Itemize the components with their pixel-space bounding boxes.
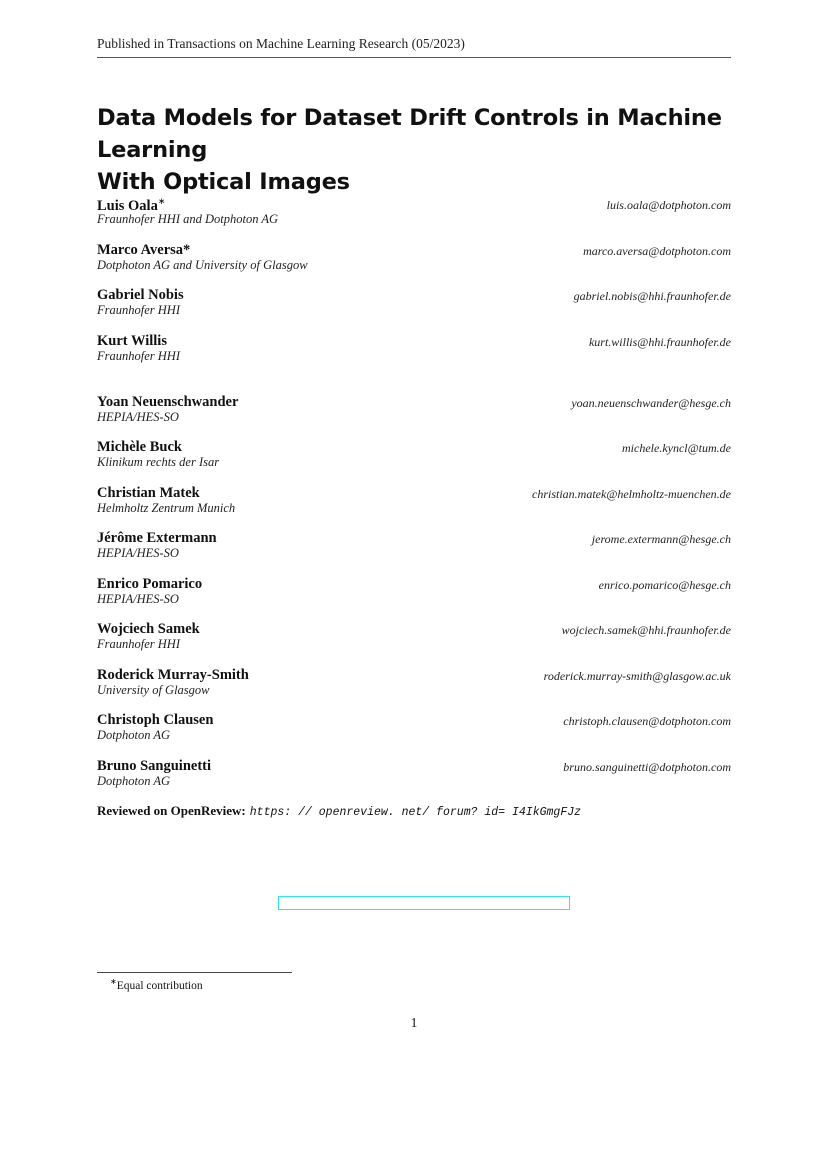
author-email[interactable]: bruno.sanguinetti@dotphoton.com [563, 760, 731, 774]
openreview-link[interactable]: https: // openreview. net/ forum? id= I4IkGmgFJz [249, 806, 582, 819]
footnote-rule [97, 972, 292, 973]
author-block [97, 439, 731, 473]
author-affiliation: HEPIA/HES-SO [97, 410, 179, 424]
author-email[interactable]: wojciech.samek@hhi.fraunhofer.de [561, 623, 731, 637]
author-affiliation: Fraunhofer HHI [97, 349, 180, 363]
author-block [97, 196, 731, 230]
author-email[interactable]: kurt.willis@hhi.fraunhofer.de [588, 335, 731, 349]
author-affiliation: Klinikum rechts der Isar [97, 455, 220, 469]
author-block [97, 712, 731, 746]
author-name: Michèle Buck [97, 439, 182, 455]
author-email[interactable]: christoph.clausen@dotphoton.com [563, 714, 731, 728]
footnote-mark: ∗ [110, 977, 117, 986]
footnote-text: Equal contribution [116, 979, 203, 992]
author-block [97, 621, 731, 655]
author-affiliation: HEPIA/HES-SO [97, 592, 179, 606]
author-email[interactable]: michele.kyncl@tum.de [622, 441, 731, 455]
author-name: Wojciech Samek [97, 621, 200, 637]
running-header: Published in Transactions on Machine Learning Research (05/2023) [97, 36, 731, 58]
hyperlink-box[interactable] [278, 896, 570, 910]
author-name: Jérôme Extermann [97, 530, 217, 546]
paper-title [97, 102, 747, 198]
author-name: Christian Matek [97, 485, 200, 501]
author-email[interactable]: enrico.pomarico@hesge.ch [598, 578, 731, 592]
author-name: Marco Aversa* [97, 242, 191, 258]
review-label: Reviewed on OpenReview: [97, 803, 246, 818]
author-affiliation: Fraunhofer HHI and Dotphoton AG [97, 212, 279, 226]
title-line-2: With Optical Images [97, 169, 350, 195]
title-line-1: Data Models for Dataset Drift Controls in Machine Learning [97, 105, 722, 163]
author-email[interactable]: luis.oala@dotphoton.com [606, 198, 731, 212]
author-block [97, 287, 731, 321]
author-email[interactable]: roderick.murray-smith@glasgow.ac.uk [543, 669, 731, 683]
author-affiliation: Dotphoton AG [97, 774, 171, 788]
footnote [110, 977, 203, 992]
author-affiliation: Fraunhofer HHI [97, 303, 180, 317]
author-name: Yoan Neuenschwander [97, 394, 239, 410]
author-affiliation: Dotphoton AG and University of Glasgow [97, 258, 308, 272]
page-number: 1 [410, 1015, 418, 1030]
author-block [97, 333, 731, 367]
author-affiliation: Helmholtz Zentrum Munich [97, 501, 236, 515]
author-block [97, 242, 731, 276]
author-name: Enrico Pomarico [97, 576, 203, 592]
author-email[interactable]: christian.matek@helmholtz-muenchen.de [532, 487, 731, 501]
author-affiliation: HEPIA/HES-SO [97, 546, 179, 560]
author-block [97, 485, 731, 519]
author-name: Gabriel Nobis [97, 287, 184, 303]
author-block [97, 576, 731, 610]
author-affiliation: Fraunhofer HHI [97, 637, 180, 651]
author-name: Bruno Sanguinetti [97, 758, 212, 774]
author-name: Kurt Willis [97, 333, 167, 349]
review-line [97, 803, 581, 819]
author-email[interactable]: gabriel.nobis@hhi.fraunhofer.de [573, 289, 731, 303]
author-affiliation: Dotphoton AG [97, 728, 171, 742]
author-name: Christoph Clausen [97, 712, 214, 728]
author-name: Roderick Murray-Smith [97, 667, 249, 683]
author-block [97, 530, 731, 564]
author-email[interactable]: jerome.extermann@hesge.ch [591, 532, 731, 546]
equal-contribution-mark: ∗ [157, 196, 166, 206]
author-name: Luis Oala∗ [97, 196, 166, 214]
author-block [97, 394, 731, 428]
author-block [97, 667, 731, 701]
author-email[interactable]: marco.aversa@dotphoton.com [583, 244, 731, 258]
author-affiliation: University of Glasgow [97, 683, 210, 697]
author-email[interactable]: yoan.neuenschwander@hesge.ch [571, 396, 731, 410]
author-block [97, 758, 731, 792]
